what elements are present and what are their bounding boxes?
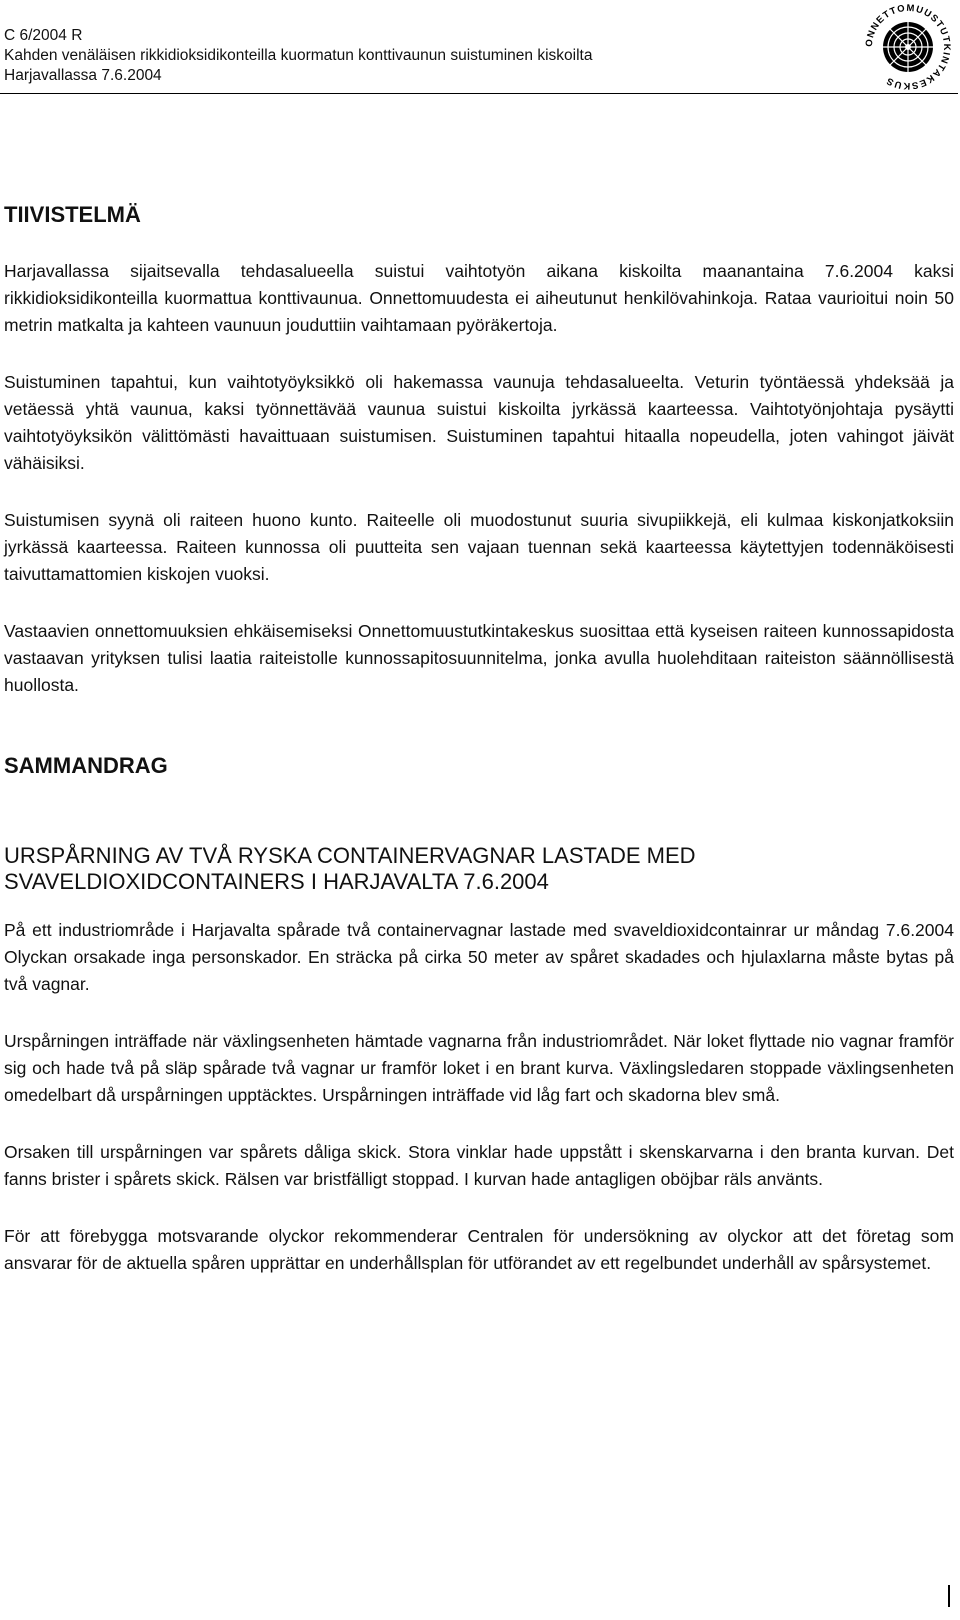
- summary-heading-fi: TIIVISTELMÄ: [4, 202, 141, 227]
- place-date: Harjavallassa 7.6.2004: [4, 67, 162, 84]
- svg-text:ONNETTOMUUSTUTKINTAKESKUS: ONNETTOMUUSTUTKINTAKESKUS: [863, 2, 953, 92]
- document-id: C 6/2004 R: [4, 27, 83, 44]
- fi-paragraph-2: Suistuminen tapahtui, kun vaihtotyöyksikkö oli hakemassa vaunuja tehdasalueelta. Veturin työntäessä yhdeksää ja vetäessä yhtä vaunua, kaksi työnnettävää vaunua suistui kiskoilta jyrkässä kaarteessa. Vaihtotyönjohtaja pysäytti vaihtotyöyksikön välittömästi havaittuaan suistumisen. Suistuminen tapahtui hitaalla nopeudella, joten vahingot jäivät vähäisiksi.: [4, 372, 954, 473]
- summary-heading-sv: SAMMANDRAG: [4, 753, 168, 778]
- fi-paragraph-3: Suistumisen syynä oli raiteen huono kunto. Raiteelle oli muodostunut suuria sivupiikkejä, eli kulmaa kiskonjatkoksiin jyrkässä kaarteessa. Raiteen kunnossa oli puutteita sen vajaan tuennan sekä kaarteessa käytettyjen todennäköisesti taivuttamattomien kiskojen vuoksi.: [4, 510, 954, 584]
- fi-paragraph-1: Harjavallassa sijaitsevalla tehdasalueella suistui vaihtotyön aikana kiskoilta maanantaina 7.6.2004 kaksi rikkidioksidikonteilla kuormattua konttivaunua. Onnettomuudesta ei aiheutunut henkilövahinkoja. Rataa vaurioitui noin 50 metrin matkalta ja kahteen vaunuun jouduttiin vaihtamaan pyöräkertoja.: [4, 261, 954, 335]
- page-marker: [948, 1585, 950, 1607]
- document-title: Kahden venäläisen rikkidioksidikonteilla kuormatun konttivaunun suistuminen kiskoilta: [4, 47, 593, 64]
- sv-paragraph-1: På ett industriområde i Harjavalta spårade två containervagnar lastade med svaveldioxidcontainrar ur måndag 7.6.2004 Olyckan orsakade inga personskador. En sträcka på cirka 50 meter av spåret skadades och hjulaxlarna måste bytas på två vagnar.: [4, 920, 954, 994]
- sv-paragraph-3: Orsaken till urspårningen var spårets dåliga skick. Stora vinklar hade uppstått i skenskarvarna i den branta kurvan. Det fanns brister i spårets skick. Rälsen var bristfälligt stoppad. I kurvan hade antagligen oböjbar räls använts.: [4, 1142, 954, 1189]
- sv-paragraph-2: Urspårningen inträffade när växlingsenheten hämtade vagnarna från industriområdet. När loket flyttade nio vagnar framför sig och hade två på släp spårade två vagnar ur framför loket i en brant kurva. Växlingsledaren stoppade växlingsenheten omedelbart då urspårningen upptäcktes. Urspårningen inträffade vid låg fart och skadorna blev små.: [4, 1031, 954, 1105]
- onnettomuustutkintakeskus-seal-logo: [860, 2, 956, 92]
- page-header: [4, 26, 954, 86]
- document-body: [4, 202, 954, 1277]
- report-title-sv: URSPÅRNING AV TVÅ RYSKA CONTAINERVAGNAR LASTADE MED SVAVELDIOXIDCONTAINERS I HARJAVALTA 7.6.2004: [4, 843, 696, 894]
- header-rule: [0, 93, 958, 94]
- sv-paragraph-4: För att förebygga motsvarande olyckor rekommenderar Centralen för undersökning av olyckor att det företag som ansvarar för de aktuella spåren upprättar en underhållsplan för utförandet av ett regelbundet underhåll av spårsystemet.: [4, 1226, 954, 1273]
- fi-paragraph-4: Vastaavien onnettomuuksien ehkäisemiseksi Onnettomuustutkintakeskus suosittaa että kyseisen raiteen kunnossapidosta vastaavan yrityksen tulisi laatia raiteistolle kunnossapitosuunnitelma, jonka avulla huolehditaan raiteiston säännöllisestä huollosta.: [4, 621, 954, 695]
